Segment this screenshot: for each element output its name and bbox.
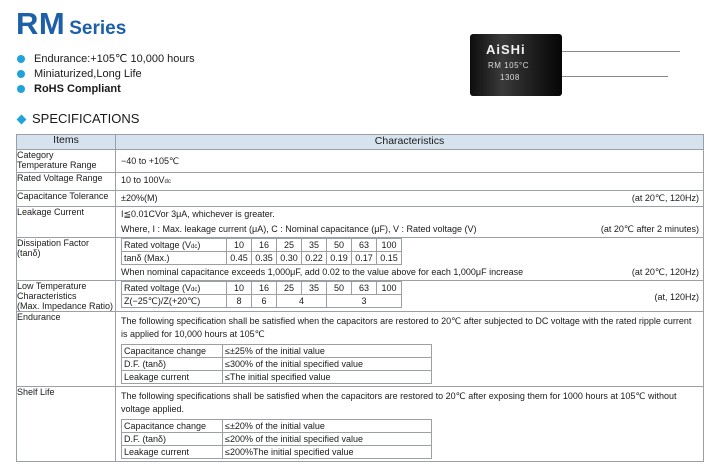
- dissipation-condition: (at 20℃, 120Hz): [631, 267, 699, 277]
- label-line: (Max. Impedance Ratio): [17, 301, 114, 311]
- voltage-cell: 50: [327, 282, 352, 295]
- feature-text: RoHS Compliant: [34, 83, 121, 95]
- voltage-cell: 10: [227, 239, 252, 252]
- tan-cell: 0.19: [327, 252, 352, 265]
- label-line: Category: [17, 150, 54, 160]
- table-header-row: [17, 135, 704, 150]
- tolerance-row: [116, 191, 703, 206]
- row-value: [116, 238, 704, 281]
- impedance-cell: 6: [252, 295, 277, 308]
- voltage-label: [122, 282, 227, 295]
- row-label: [17, 150, 116, 173]
- voltage-range: 10 to 100V: [121, 175, 165, 185]
- capacitor-body: [470, 34, 562, 96]
- kv-value: ≤±25% of the initial value: [223, 345, 432, 358]
- section-heading: [16, 111, 139, 126]
- label-line: (tanδ): [17, 248, 41, 258]
- kv-row: [122, 345, 432, 358]
- voltage-cell: 16: [252, 239, 277, 252]
- kv-value: ≤200% of the initial specified value: [223, 433, 432, 446]
- endurance-text: The following specification shall be satisfied when the capacitors are restored to 20℃ after subjected to DC voltage with the rated ripple current is applied for 10,000 hours at 105℃: [121, 316, 692, 339]
- tan-cell: 0.15: [377, 252, 402, 265]
- row-label: [17, 238, 116, 281]
- kv-key: Leakage current: [122, 371, 223, 384]
- dissipation-subtable: [121, 238, 402, 265]
- dissipation-note: When nominal capacitance exceeds 1,000μF, add 0.02 to the value above for each 1,000μF increase: [121, 267, 524, 277]
- feature-text: Endurance:+105℃ 10,000 hours: [34, 53, 195, 65]
- row-value: [116, 173, 704, 191]
- kv-row: [122, 420, 432, 433]
- voltage-cell: 100: [377, 239, 402, 252]
- row-value: [116, 387, 704, 462]
- capacitor-lead: [560, 76, 668, 77]
- kv-value: ≤300% of the initial specified value: [223, 358, 432, 371]
- kv-key: Capacitance change: [122, 345, 223, 358]
- voltage-label-unit: dc: [191, 244, 198, 250]
- voltage-row: [122, 282, 402, 295]
- feature-item: [16, 67, 195, 82]
- voltage-label: [122, 239, 227, 252]
- table-row: [17, 150, 704, 173]
- tan-cell: 0.17: [352, 252, 377, 265]
- label-line: Dissipation Factor: [17, 238, 90, 248]
- leakage-condition: (at 20℃ after 2 minutes): [600, 224, 699, 234]
- label-line: Characteristics: [17, 291, 77, 301]
- capacitor-lead: [560, 51, 680, 52]
- kv-row: [122, 358, 432, 371]
- row-label: [17, 281, 116, 312]
- kv-key: D.F. (tanδ): [122, 358, 223, 371]
- bullet-dot-icon: [17, 70, 25, 78]
- voltage-cell: 25: [277, 239, 302, 252]
- tan-row: [122, 252, 402, 265]
- voltage-cell: 25: [277, 282, 302, 295]
- low-temp-wrap: [116, 281, 703, 308]
- diamond-bullet-icon: [17, 114, 27, 124]
- shelf-text: The following specifications shall be satisfied when the capacitors are restored to 20℃ after exposing them for 1000 hours at 105℃ without voltage applied.: [121, 391, 677, 414]
- leakage-legend: Where, I : Max. leakage current (μA), C : Nominal capacitance (μF), V : Rated voltage (V): [121, 224, 477, 234]
- header-items: Items: [17, 135, 116, 150]
- row-value: [116, 207, 704, 238]
- impedance-cell: 4: [277, 295, 327, 308]
- row-value: [116, 312, 704, 387]
- voltage-cell: 100: [377, 282, 402, 295]
- impedance-row: [122, 295, 402, 308]
- kv-row: [122, 446, 432, 459]
- kv-key: Leakage current: [122, 446, 223, 459]
- dissipation-note-row: [116, 265, 703, 280]
- voltage-cell: 35: [302, 239, 327, 252]
- tolerance-value: ±20%(M): [121, 193, 158, 203]
- capacitor-brand: AiSHi: [486, 42, 526, 57]
- impedance-condition: (at, 120Hz): [654, 292, 699, 302]
- leakage-legend-row: [116, 222, 703, 237]
- voltage-label-unit: dc: [191, 287, 198, 293]
- bullet-dot-icon: [17, 55, 25, 63]
- series-word: Series: [69, 18, 127, 39]
- row-label: Shelf Life: [17, 387, 116, 462]
- tan-cell: 0.35: [252, 252, 277, 265]
- voltage-cell: 35: [302, 282, 327, 295]
- table-row: [17, 387, 704, 462]
- row-value: [116, 191, 704, 207]
- table-row: [17, 191, 704, 207]
- tan-cell: 0.45: [227, 252, 252, 265]
- voltage-label-text: Rated voltage (V: [124, 283, 192, 293]
- capacitor-rating: RM 105°C: [488, 61, 529, 70]
- table-row: [17, 312, 704, 387]
- specifications-table: [16, 134, 704, 462]
- bullet-dot-icon: [17, 85, 25, 93]
- category-value: −40 to +105℃: [121, 156, 180, 166]
- tan-cell: 0.22: [302, 252, 327, 265]
- voltage-cell: 10: [227, 282, 252, 295]
- impedance-label: Z(−25℃)/Z(+20℃): [122, 295, 227, 308]
- row-label: Endurance: [17, 312, 116, 387]
- voltage-row: [122, 239, 402, 252]
- label-line: Temperature Range: [17, 160, 97, 170]
- tolerance-condition: (at 20℃, 120Hz): [631, 193, 699, 203]
- kv-row: [122, 433, 432, 446]
- series-code: RM: [16, 6, 66, 41]
- leakage-formula: I≦0.01CVor 3μA, whichever is greater.: [121, 209, 275, 219]
- row-label: Leakage Current: [17, 207, 116, 238]
- capacitor-code: 1308: [500, 73, 520, 82]
- voltage-label-text: Rated voltage (V: [124, 240, 192, 250]
- table-row: [17, 281, 704, 312]
- voltage-cell: 16: [252, 282, 277, 295]
- series-title: [16, 6, 126, 42]
- feature-item: [16, 52, 195, 67]
- voltage-label-close: ): [197, 240, 201, 250]
- voltage-value: [116, 173, 703, 190]
- impedance-subtable: [121, 281, 402, 308]
- kv-key: Capacitance change: [122, 420, 223, 433]
- capacitor-image: [470, 34, 690, 96]
- kv-value: ≤200%The initial specified value: [223, 446, 432, 459]
- impedance-cell: 3: [327, 295, 402, 308]
- label-line: Low Temperature: [17, 281, 87, 291]
- feature-item: [16, 82, 195, 97]
- table-row: [17, 173, 704, 191]
- voltage-label-close: ): [197, 283, 201, 293]
- tan-label: tanδ (Max.): [122, 252, 227, 265]
- kv-value: ≤The initial specified value: [223, 371, 432, 384]
- impedance-cell: 8: [227, 295, 252, 308]
- header-characteristics: Characteristics: [116, 135, 704, 150]
- kv-row: [122, 371, 432, 384]
- feature-text: Miniaturized,Long Life: [34, 68, 142, 80]
- table-row: [17, 207, 704, 238]
- voltage-cell: 63: [352, 282, 377, 295]
- tan-cell: 0.30: [277, 252, 302, 265]
- voltage-unit: dc: [164, 179, 171, 185]
- kv-value: ≤±20% of the initial value: [223, 420, 432, 433]
- feature-list: [16, 52, 195, 97]
- table-row: [17, 238, 704, 281]
- kv-key: D.F. (tanδ): [122, 433, 223, 446]
- shelf-subtable: [121, 419, 432, 459]
- row-value: [116, 281, 704, 312]
- row-label: Rated Voltage Range: [17, 173, 116, 191]
- section-title: SPECIFICATIONS: [32, 111, 140, 126]
- row-label: Capacitance Tolerance: [17, 191, 116, 207]
- endurance-subtable: [121, 344, 432, 384]
- voltage-cell: 63: [352, 239, 377, 252]
- voltage-cell: 50: [327, 239, 352, 252]
- row-value: [116, 150, 704, 173]
